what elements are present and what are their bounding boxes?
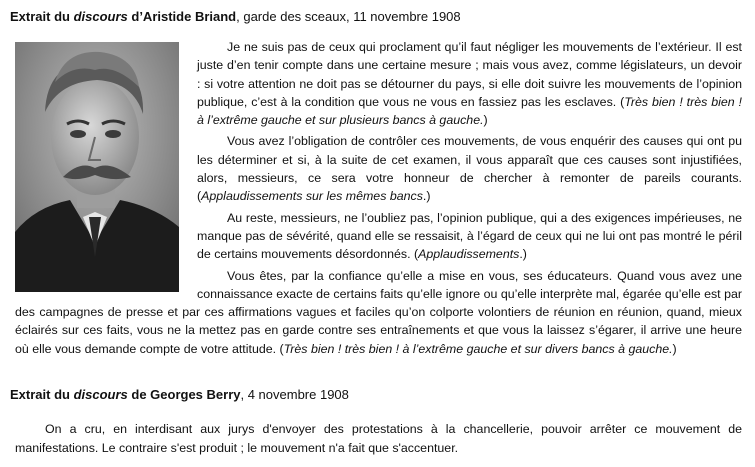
heading-date: , 4 novembre 1908	[240, 387, 349, 402]
berry-speech-text	[15, 420, 742, 457]
heading-speaker: de Georges Berry	[127, 387, 241, 402]
speech-paragraph: Vous avez l’obligation de contrôler ces mouvements, de vous enquérir des causes qui ont pu les déterminer et si, à la suite de cet examen, il vous apparaît que ces causes sont injustifiées, alors, messieurs, ce sera votre honneur de chercher à remonter de pareils courants. (Applaudissements sur les mêmes bancs.)	[197, 134, 742, 204]
heading-italic: discours	[73, 387, 128, 402]
heading-italic: discours	[73, 9, 128, 24]
heading-prefix: Extrait du	[10, 9, 74, 24]
speech-paragraph: Je ne suis pas de ceux qui proclament qu’il faut négliger les mouvements de l’extérieur. Il est juste d’en tenir compte dans une certaine mesure ; mais vous avez, comme législateurs, un devoir : si votre attention ne doit pas se détourner du pays, si elle doit suivre les mouvements de l’opinion publique, c’est à la condition que vous ne vous en fassiez pas les esclaves. (Très bien ! très bien ! à l’extrême gauche et sur plusieurs bancs à gauche.)	[197, 40, 743, 128]
speech-paragraph: Au reste, messieurs, ne l’oubliez pas, l’opinion publique, qui a des exigences impérieuses, ne manque pas de sévérité, quand elle se ressaisit, à l’égard de ceux qui ne lui ont pas montré le péril de certains mouvements désordonnés. (Applaudissements.)	[197, 210, 742, 262]
heading-date: , garde des sceaux, 11 novembre 1908	[236, 9, 461, 24]
briand-speech-text	[15, 38, 742, 361]
heading-prefix: Extrait du	[10, 387, 74, 402]
speech-paragraph: On a cru, en interdisant aux jurys d'envoyer des protestations à la chancellerie, pouvoir arrêter ce mouvement de manifestations. Le contraire s'est produit ; le mouvement n'a fait que s'accentuer.	[15, 422, 742, 455]
speech-paragraph: Vous êtes, par la confiance qu’elle a mise en vous, ses éducateurs. Quand vous avez une connaissance exacte de certains faits qu’elle ignore ou qu’elle interprète mal, égarée qu’elle est par des campagnes de presse et par ces affirmations vagues et faciles qu’on colporte volontiers de réunion en réunion, quand, mieux éclairés sur ces faits, vous ne la mettez pas en garde contre ses entraînements et que vous la laissez s’égarer, il arrive une heure où elle vous demande compte de votre attitude. (Très bien ! très bien ! à l’extrême gauche et sur divers bancs à gauche.)	[15, 268, 742, 356]
section-heading-briand	[10, 9, 461, 25]
heading-speaker: d’Aristide Briand	[127, 9, 237, 24]
section-heading-berry	[10, 387, 349, 403]
photo-spacer	[15, 38, 183, 294]
